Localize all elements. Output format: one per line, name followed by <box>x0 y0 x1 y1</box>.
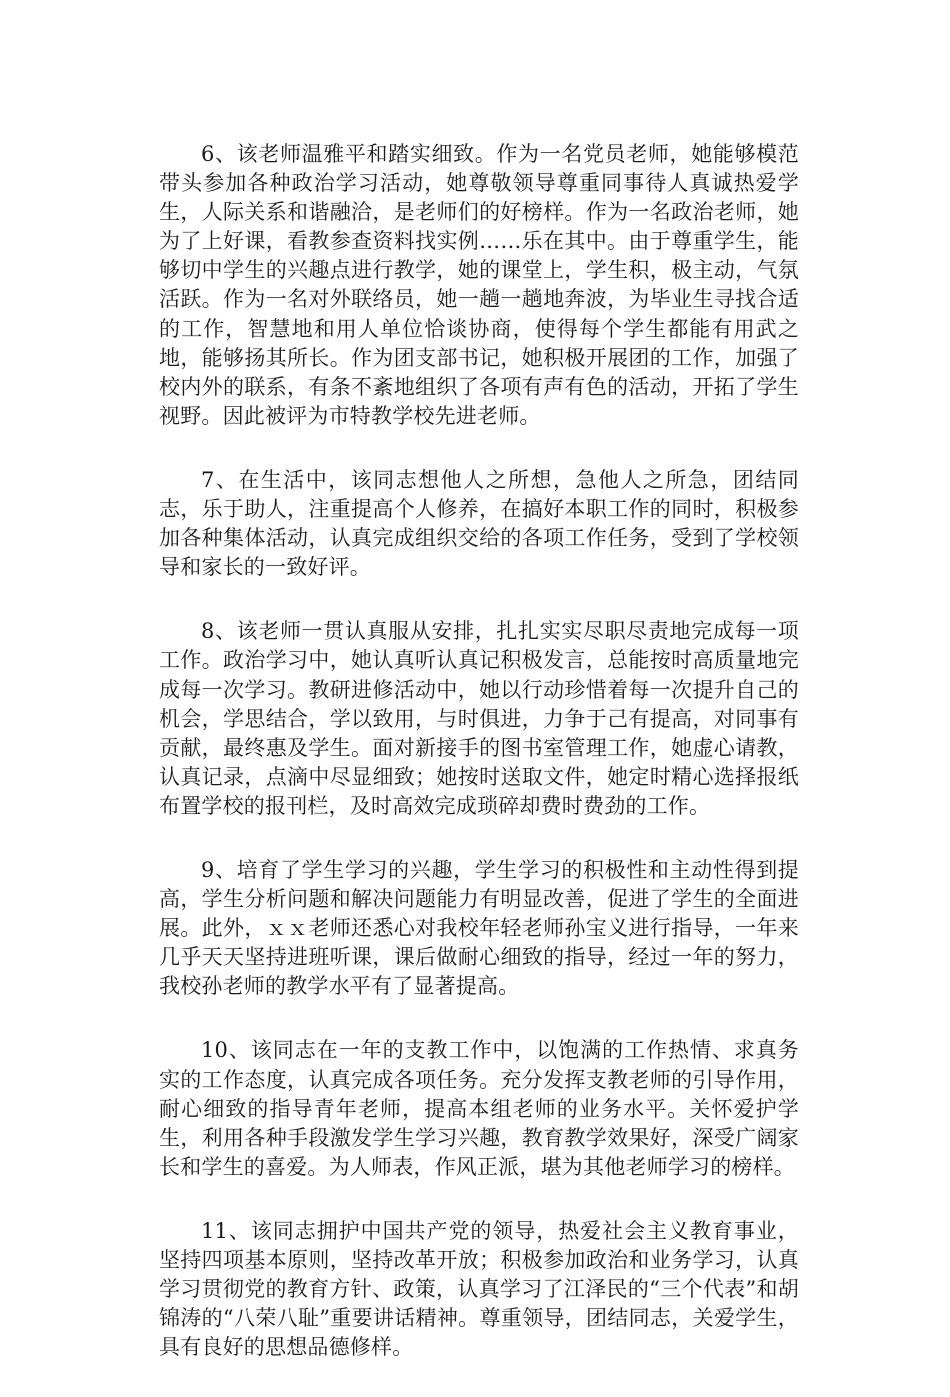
paragraph-9: 9、培育了学生学习的兴趣，学生学习的积极性和主动性得到提高，学生分析问题和解决问题能力有明显改善，促进了学生的全面进展。此外，ｘｘ老师还悉心对我校年轻老师孙宝义进行指导，一年来几乎天天坚持进班听课，课后做耐心细致的指导，经过一年的努力，我校孙老师的教学水平有了显著提高。 <box>159 857 799 999</box>
document-body <box>159 140 799 1397</box>
paragraph-7: 7、在生活中，该同志想他人之所想，急他人之所急，团结同志，乐于助人，注重提高个人修养，在搞好本职工作的同时，积极参加各种集体活动，认真完成组织交给的各项工作任务，受到了学校领导和家长的一致好评。 <box>159 467 799 580</box>
paragraph-6: 6、该老师温雅平和踏实细致。作为一名党员老师，她能够模范带头参加各种政治学习活动，她尊敬领导尊重同事待人真诚热爱学生，人际关系和谐融洽，是老师们的好榜样。作为一名政治老师，她为了上好课，看教参查资料找实例……乐在其中。由于尊重学生，能够切中学生的兴趣点进行教学，她的课堂上，学生积，极主动，气氛活跃。作为一名对外联络员，她一趟一趟地奔波，为毕业生寻找合适的工作，智慧地和用人单位恰谈协商，使得每个学生都能有用武之地，能够扬其所长。作为团支部书记，她积极开展团的工作，加强了校内外的联系，有条不紊地组织了各项有声有色的活动，开拓了学生视野。因此被评为市特教学校先进老师。 <box>159 142 799 428</box>
paragraph-10: 10、该同志在一年的支教工作中，以饱满的工作热情、求真务实的工作态度，认真完成各项任务。充分发挥支教老师的引导作用，耐心细致的指导青年老师，提高本组老师的业务水平。关怀爱护学生，利用各种手段激发学生学习兴趣，教育教学效果好，深受广阔家长和学生的喜爱。为人师表，作风正派，堪为其他老师学习的榜样。 <box>159 1038 799 1179</box>
paragraph-11: 11、该同志拥护中国共产党的领导，热爱社会主义教育事业，坚持四项基本原则，坚持改革开放；积极参加政治和业务学习，认真学习贯彻党的教育方针、政策，认真学习了江泽民的“三个代表”和胡锦涛的“八荣八耻”重要讲话精神。尊重领导，团结同志，关爱学生，具有良好的思想品德修样。 <box>159 1218 799 1360</box>
paragraph-8: 8、该老师一贯认真服从安排，扎扎实实尽职尽责地完成每一项工作。政治学习中，她认真听认真记积极发言，总能按时高质量地完成每一次学习。教研进修活动中，她以行动珍惜着每一次提升自己的机会，学思结合，学以致用，与时俱进，力争于己有提高，对同事有贡献，最终惠及学生。面对新接手的图书室管理工作，她虚心请教，认真记录，点滴中尽显细致；她按时送取文件，她定时精心选择报纸布置学校的报刊栏，及时高效完成琐碎却费时费劲的工作。 <box>159 619 799 818</box>
